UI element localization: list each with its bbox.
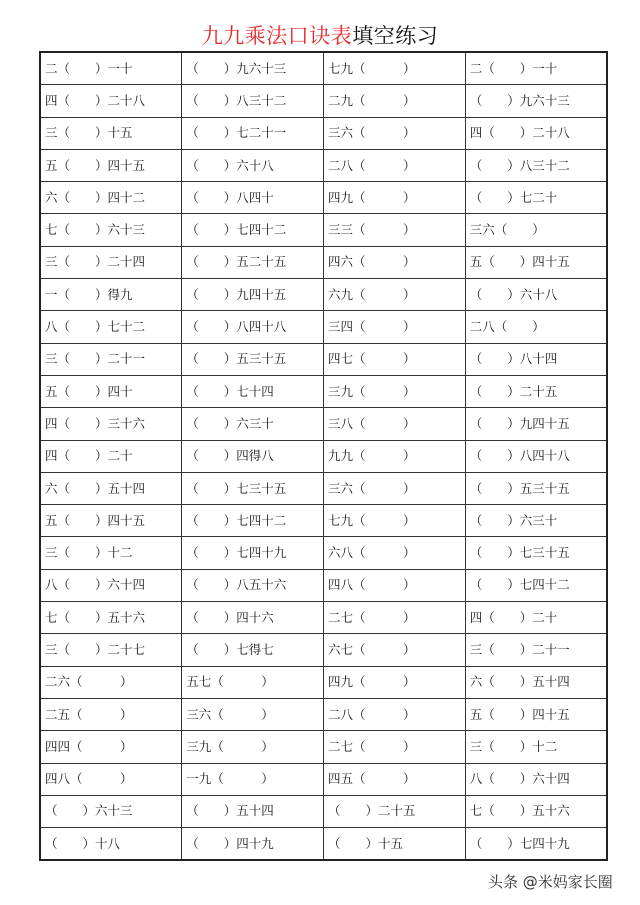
exercise-cell: （ ）八十四 <box>465 343 607 375</box>
title-black-part: 填空练习 <box>352 24 439 48</box>
exercise-cell: 二八（ ） <box>324 149 466 181</box>
exercise-cell: 二六（ ） <box>40 666 182 698</box>
exercise-cell: 七九（ ） <box>324 52 466 85</box>
exercise-cell: 三（ ）十二 <box>465 731 607 763</box>
exercise-cell: 四九（ ） <box>324 182 466 214</box>
exercise-cell: 二（ ）一十 <box>40 52 182 85</box>
exercise-cell: 六九（ ） <box>324 279 466 311</box>
exercise-cell: 五（ ）四十五 <box>40 149 182 181</box>
exercise-cell: 三（ ）二十一 <box>40 343 182 375</box>
exercise-cell: （ ）八五十六 <box>182 569 324 601</box>
exercise-cell: 四七（ ） <box>324 343 466 375</box>
table-row <box>40 52 607 85</box>
page-title <box>0 22 640 50</box>
table-row <box>40 698 607 730</box>
exercise-cell: （ ）六三十 <box>182 408 324 440</box>
exercise-cell: 四（ ）二十 <box>465 602 607 634</box>
exercise-cell: 三六（ ） <box>324 472 466 504</box>
exercise-cell: 二五（ ） <box>40 698 182 730</box>
exercise-cell: （ ）六三十 <box>465 505 607 537</box>
exercise-cell: （ ）四十六 <box>182 602 324 634</box>
exercise-cell: （ ）五二十五 <box>182 246 324 278</box>
exercise-cell: 七九（ ） <box>324 505 466 537</box>
exercise-cell: （ ）八三十二 <box>465 149 607 181</box>
exercise-cell: （ ）九四十五 <box>182 279 324 311</box>
exercise-cell: 三四（ ） <box>324 311 466 343</box>
exercise-cell: （ ）七四十二 <box>182 505 324 537</box>
exercise-cell: 五（ ）四十五 <box>40 505 182 537</box>
exercise-cell: 三（ ）十二 <box>40 537 182 569</box>
table-row <box>40 828 607 861</box>
exercise-cell: （ ）九六十三 <box>465 85 607 117</box>
exercise-cell: （ ）七得七 <box>182 634 324 666</box>
exercise-cell: 三（ ）十五 <box>40 117 182 149</box>
exercise-cell: （ ）二十五 <box>465 375 607 407</box>
exercise-cell: 五七（ ） <box>182 666 324 698</box>
exercise-cell: 二九（ ） <box>324 85 466 117</box>
exercise-cell: 六（ ）五十四 <box>40 472 182 504</box>
table-row <box>40 634 607 666</box>
exercise-cell: 五（ ）四十五 <box>465 698 607 730</box>
exercise-cell: 三九（ ） <box>324 375 466 407</box>
table-row <box>40 440 607 472</box>
exercise-cell: （ ）六十八 <box>182 149 324 181</box>
exercise-cell: 六（ ）五十四 <box>465 666 607 698</box>
table-row <box>40 505 607 537</box>
table-row <box>40 149 607 181</box>
table-row <box>40 279 607 311</box>
exercise-cell: 四（ ）二十八 <box>465 117 607 149</box>
table-row <box>40 375 607 407</box>
exercise-cell: 四（ ）二十 <box>40 440 182 472</box>
exercise-cell: 三（ ）二十四 <box>40 246 182 278</box>
table-row <box>40 311 607 343</box>
exercise-cell: 七（ ）六十三 <box>40 214 182 246</box>
exercise-cell: 四六（ ） <box>324 246 466 278</box>
exercise-cell: 四（ ）三十六 <box>40 408 182 440</box>
table-row <box>40 246 607 278</box>
exercise-cell: 三（ ）二十一 <box>465 634 607 666</box>
watermark-text: 头条 @米妈家长圈 <box>488 873 613 891</box>
exercise-table <box>39 51 608 861</box>
exercise-cell: （ ）七三十五 <box>465 537 607 569</box>
exercise-cell: 四五（ ） <box>324 763 466 795</box>
exercise-cell: （ ）四得八 <box>182 440 324 472</box>
exercise-cell: 三六（ ） <box>182 698 324 730</box>
exercise-cell: （ ）八四十 <box>182 182 324 214</box>
exercise-cell: （ ）五十四 <box>182 795 324 827</box>
exercise-cell: 八（ ）六十四 <box>40 569 182 601</box>
exercise-cell: 四八（ ） <box>40 763 182 795</box>
exercise-cell: （ ）四十九 <box>182 828 324 861</box>
table-row <box>40 763 607 795</box>
exercise-cell: 三（ ）二十七 <box>40 634 182 666</box>
exercise-cell: （ ）九四十五 <box>465 408 607 440</box>
table-row <box>40 731 607 763</box>
exercise-cell: 四八（ ） <box>324 569 466 601</box>
exercise-cell: （ ）七四十九 <box>182 537 324 569</box>
exercise-cell: 九九（ ） <box>324 440 466 472</box>
exercise-cell: 六七（ ） <box>324 634 466 666</box>
exercise-cell: 二七（ ） <box>324 602 466 634</box>
table-row <box>40 537 607 569</box>
table-row <box>40 569 607 601</box>
exercise-cell: 三九（ ） <box>182 731 324 763</box>
exercise-cell: 七（ ）五十六 <box>40 602 182 634</box>
title-red-part: 九九乘法口诀表 <box>201 24 353 48</box>
exercise-cell: （ ）六十三 <box>40 795 182 827</box>
exercise-cell: （ ）七四十九 <box>465 828 607 861</box>
exercise-cell: （ ）五三十五 <box>465 472 607 504</box>
exercise-cell: 六（ ）四十二 <box>40 182 182 214</box>
exercise-cell: （ ）十五 <box>324 828 466 861</box>
table-row <box>40 182 607 214</box>
exercise-cell: 四九（ ） <box>324 666 466 698</box>
exercise-cell: 五（ ）四十五 <box>465 246 607 278</box>
exercise-cell: （ ）七二十一 <box>182 117 324 149</box>
table-row <box>40 117 607 149</box>
table-row <box>40 214 607 246</box>
exercise-cell: （ ）七四十二 <box>182 214 324 246</box>
table-row <box>40 408 607 440</box>
exercise-cell: （ ）七二十 <box>465 182 607 214</box>
exercise-cell: 二（ ）一十 <box>465 52 607 85</box>
exercise-cell: （ ）十八 <box>40 828 182 861</box>
table-row <box>40 472 607 504</box>
exercise-cell: 二八（ ） <box>465 311 607 343</box>
exercise-cell: 三三（ ） <box>324 214 466 246</box>
exercise-cell: 七（ ）五十六 <box>465 795 607 827</box>
exercise-cell: 三八（ ） <box>324 408 466 440</box>
exercise-cell: （ ）八四十八 <box>465 440 607 472</box>
exercise-cell: 一九（ ） <box>182 763 324 795</box>
exercise-cell: （ ）五三十五 <box>182 343 324 375</box>
exercise-cell: （ ）八四十八 <box>182 311 324 343</box>
exercise-cell: 三六（ ） <box>465 214 607 246</box>
exercise-cell: 四四（ ） <box>40 731 182 763</box>
table-row <box>40 795 607 827</box>
exercise-cell: 八（ ）七十二 <box>40 311 182 343</box>
exercise-cell: 四（ ）二十八 <box>40 85 182 117</box>
table-row <box>40 343 607 375</box>
exercise-cell: 二七（ ） <box>324 731 466 763</box>
exercise-cell: （ ）七四十二 <box>465 569 607 601</box>
exercise-cell: （ ）七十四 <box>182 375 324 407</box>
exercise-cell: （ ）九六十三 <box>182 52 324 85</box>
exercise-cell: 八（ ）六十四 <box>465 763 607 795</box>
exercise-cell: 五（ ）四十 <box>40 375 182 407</box>
exercise-cell: （ ）八三十二 <box>182 85 324 117</box>
exercise-cell: （ ）二十五 <box>324 795 466 827</box>
exercise-cell: （ ）七三十五 <box>182 472 324 504</box>
exercise-cell: 二八（ ） <box>324 698 466 730</box>
exercise-cell: 三六（ ） <box>324 117 466 149</box>
exercise-cell: 一（ ）得九 <box>40 279 182 311</box>
table-row <box>40 602 607 634</box>
exercise-cell: （ ）六十八 <box>465 279 607 311</box>
table-row <box>40 85 607 117</box>
exercise-cell: 六八（ ） <box>324 537 466 569</box>
table-row <box>40 666 607 698</box>
